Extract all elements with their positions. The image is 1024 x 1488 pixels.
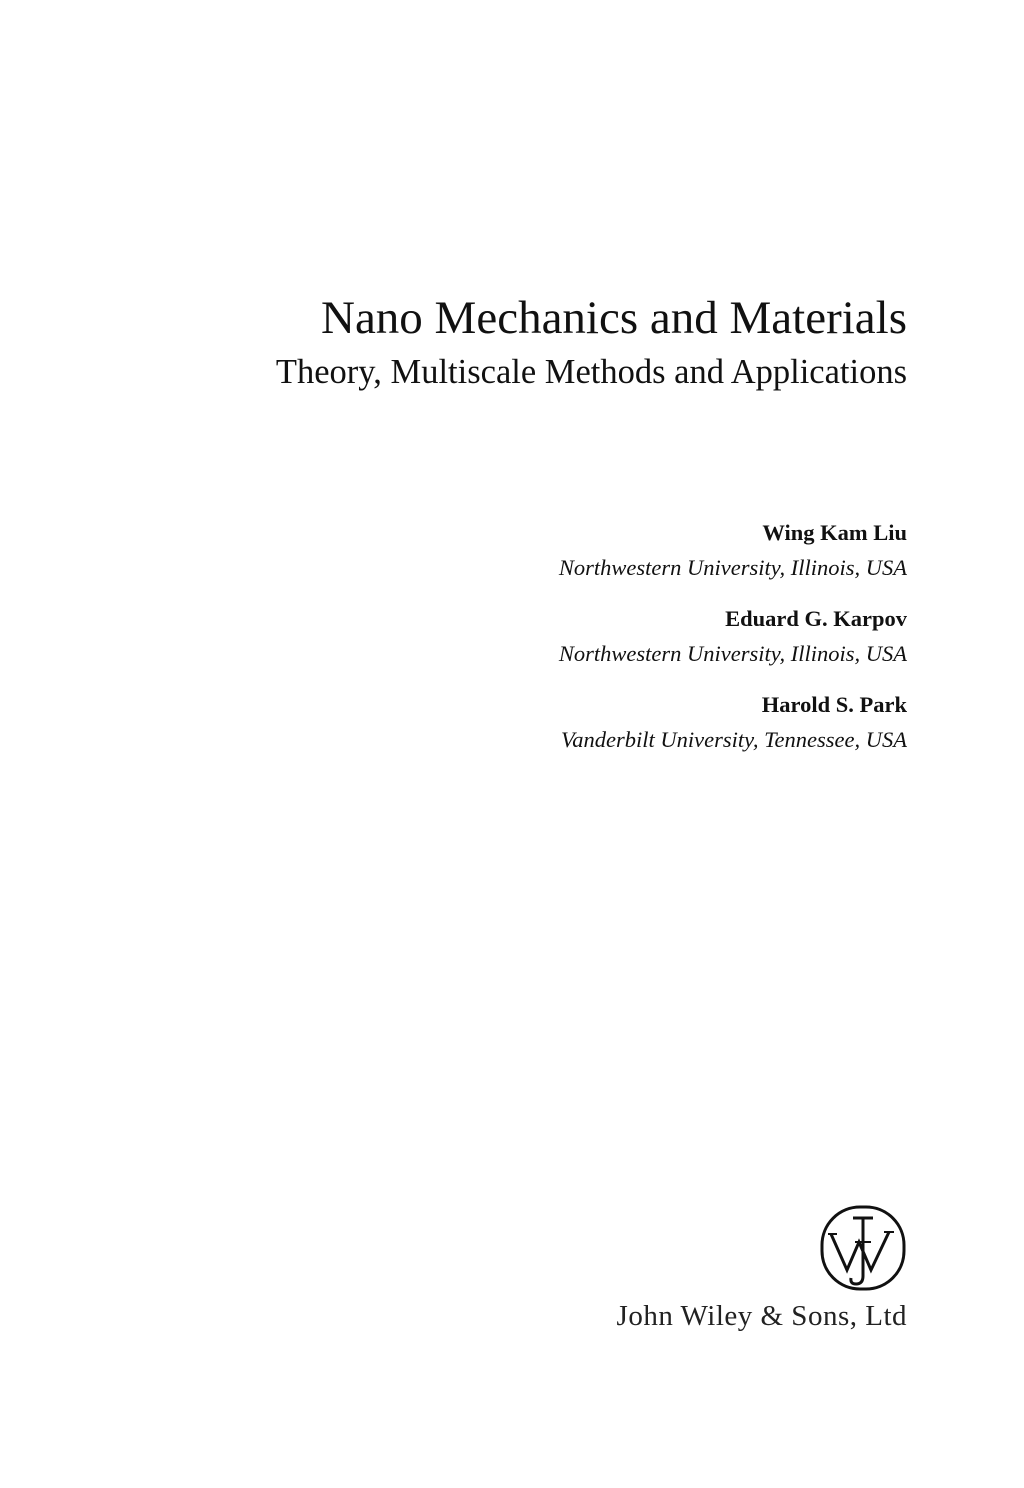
author-name: Wing Kam Liu (762, 520, 907, 545)
author-name: Eduard G. Karpov (725, 606, 907, 631)
author-name: Harold S. Park (761, 692, 907, 717)
book-title: Nano Mechanics and Materials (321, 292, 907, 344)
book-subtitle: Theory, Multiscale Methods and Applications (275, 353, 907, 391)
publisher-name: John Wiley & Sons, Ltd (616, 1300, 907, 1332)
author-affiliation: Northwestern University, Illinois, USA (558, 555, 907, 580)
wiley-jw-monogram-icon (819, 1204, 907, 1292)
author-affiliation: Vanderbilt University, Tennessee, USA (560, 727, 907, 752)
author-affiliation: Northwestern University, Illinois, USA (558, 641, 907, 666)
